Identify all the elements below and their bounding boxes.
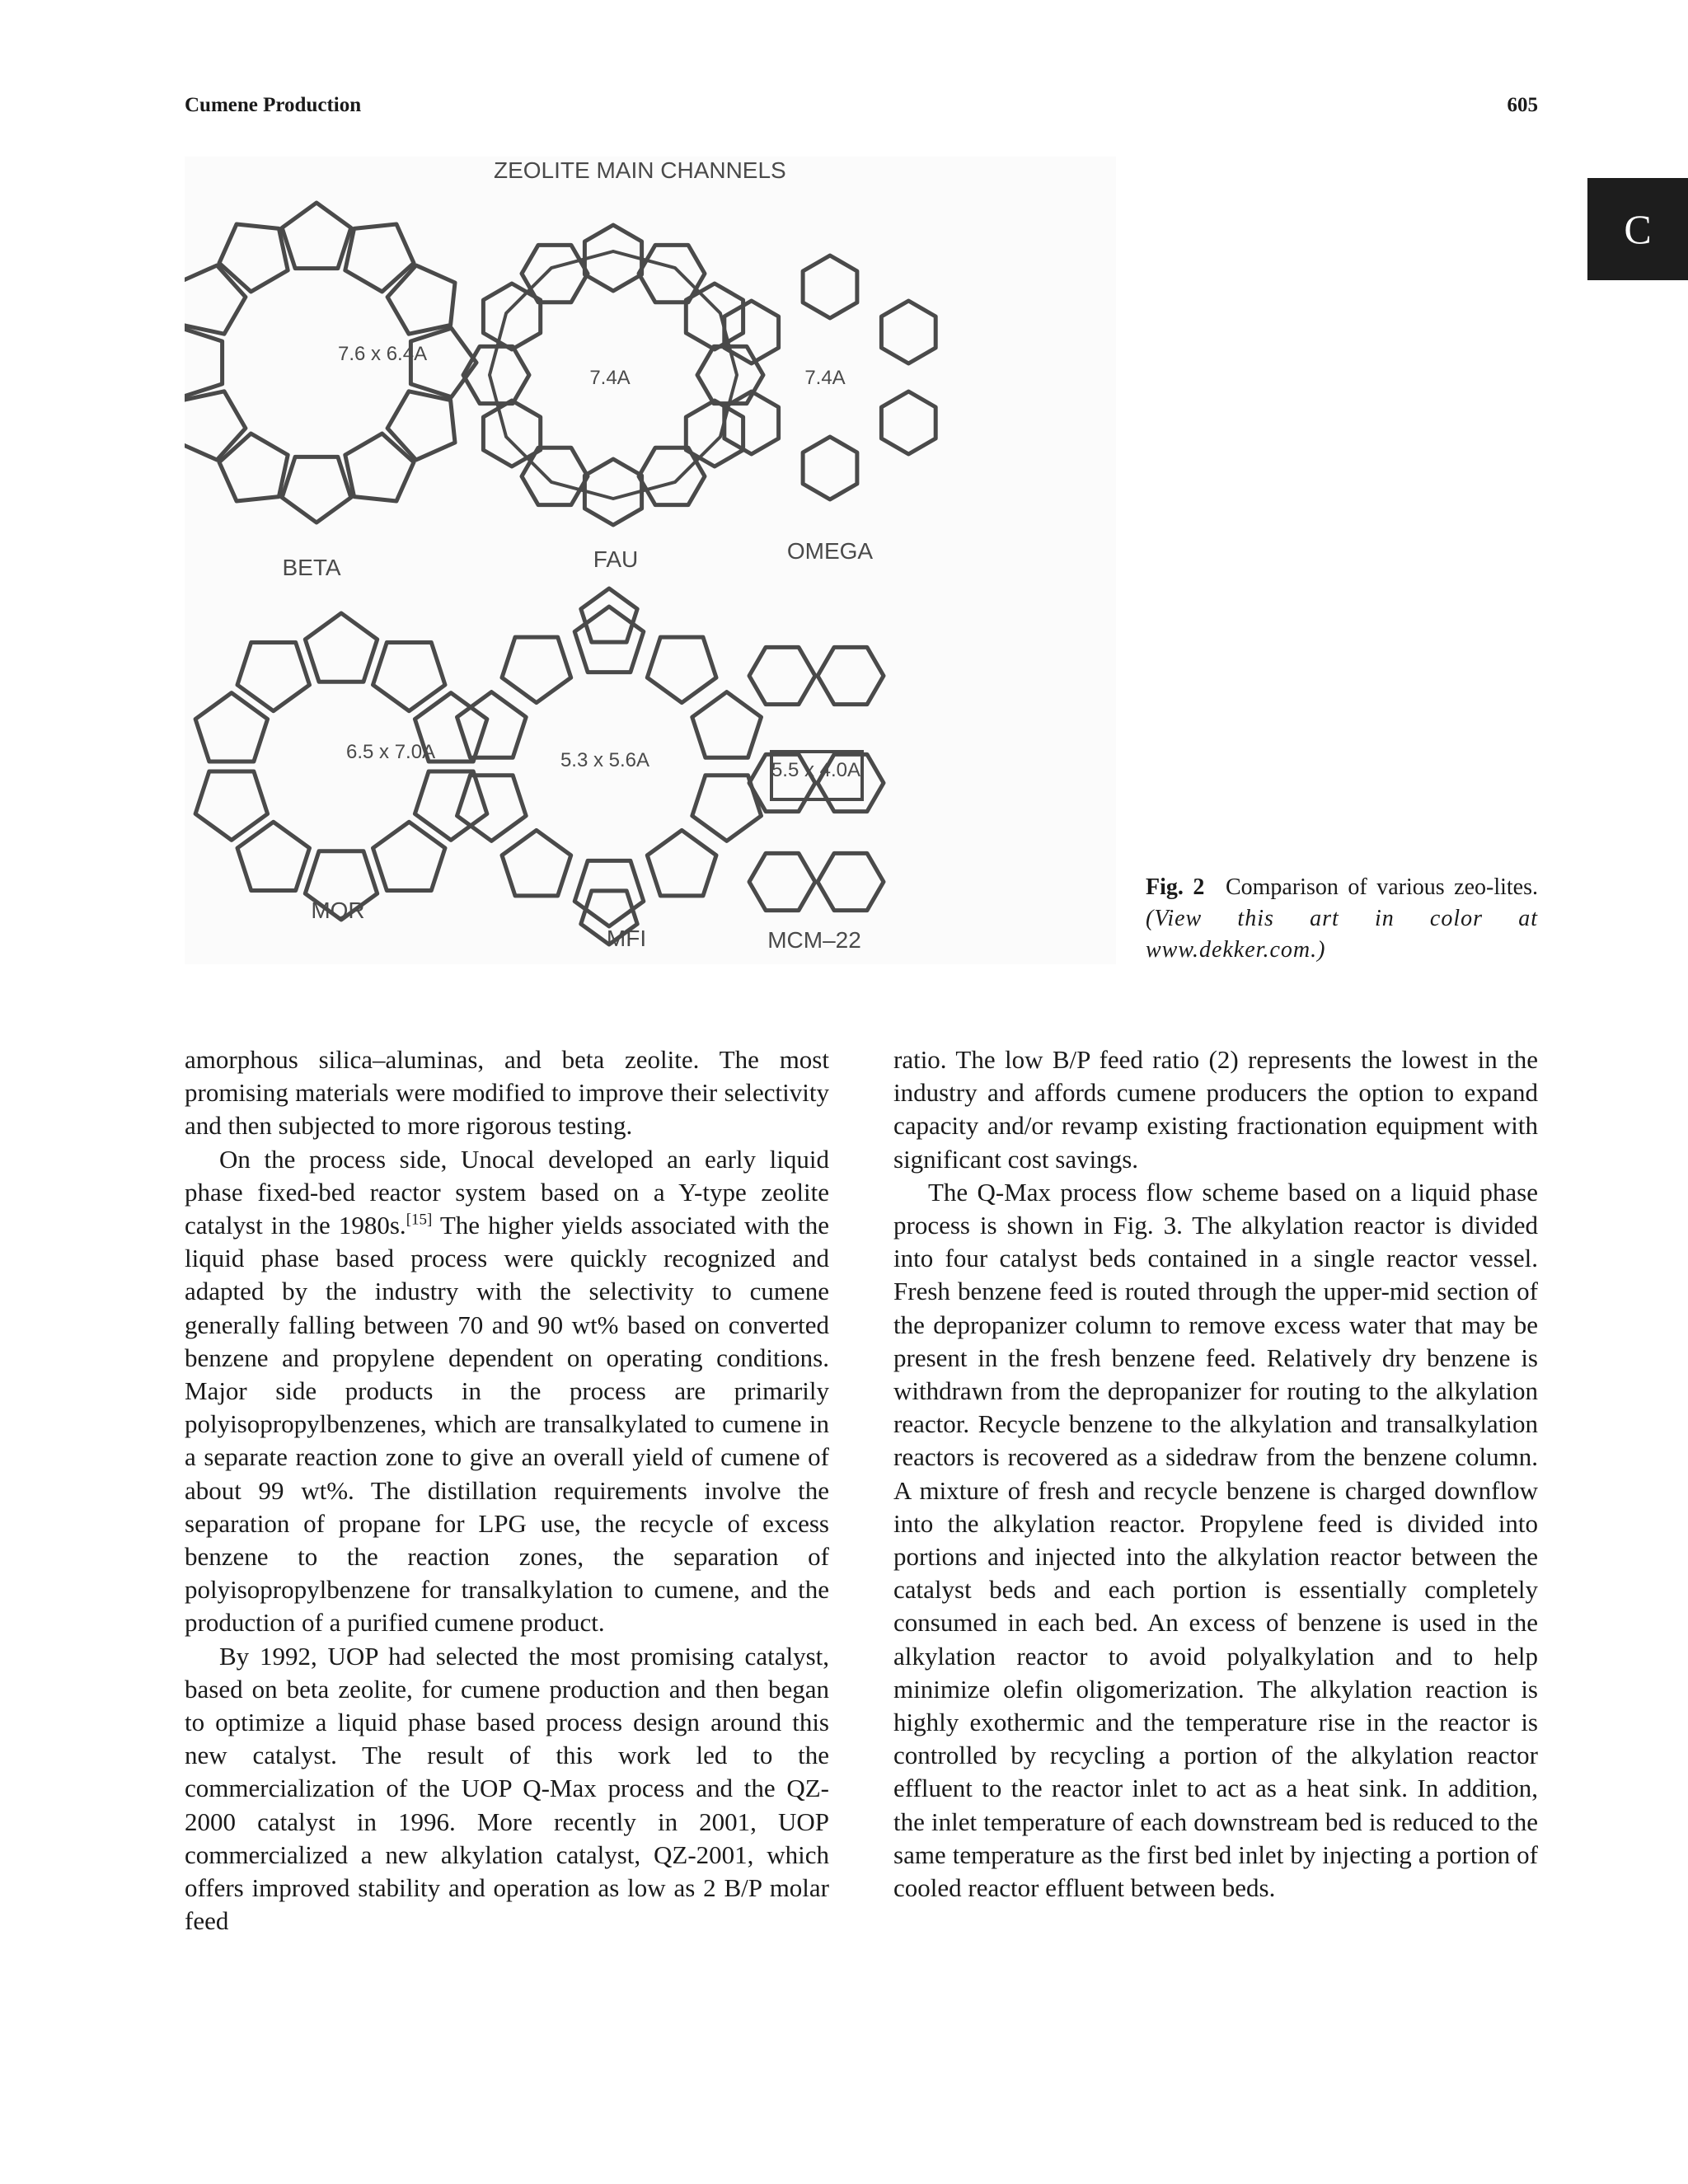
- framework-ring: [803, 255, 857, 318]
- mfi-label: MFI: [606, 926, 647, 951]
- omega-dimension: 7.4A: [804, 367, 846, 389]
- framework-ring: [282, 203, 351, 269]
- framework-ring: [185, 391, 246, 460]
- mfi-dimension: 5.3 x 5.6A: [560, 749, 650, 771]
- paragraph-text: On the process side, Unocal developed an early liquid phase fixed-bed reactor system based on a Y-type zeolite catalyst in the 1980s.: [185, 1144, 829, 1240]
- running-head: [185, 94, 1538, 117]
- paragraph: ratio. The low B/P feed ratio (2) represents the lowest in the industry and affords cumene producers the option to expand capacity and/or revamp existing fractionation equipment with significant cost savings.: [893, 1045, 1538, 1174]
- framework-ring: [502, 830, 571, 896]
- mcm22-label: MCM–22: [767, 927, 861, 953]
- right-column: [893, 1043, 1538, 1905]
- left-column: [185, 1043, 829, 1938]
- framework-ring: [686, 284, 743, 349]
- framework-ring: [195, 693, 268, 762]
- framework-ring: [195, 771, 268, 840]
- fau-label: FAU: [593, 546, 639, 572]
- running-title: Cumene Production: [185, 94, 362, 116]
- mcm22-dimension: 5.5 x 4.0A: [771, 759, 861, 781]
- fau-dimension: 7.4A: [589, 367, 631, 389]
- framework-ring: [881, 301, 935, 363]
- figure-caption-text: Comparison of various zeo-lites.: [1225, 874, 1539, 900]
- mor-label: MOR: [311, 898, 365, 923]
- framework-ring: [647, 830, 716, 896]
- framework-ring: [818, 647, 884, 704]
- framework-ring: [373, 643, 446, 711]
- framework-ring: [502, 637, 571, 703]
- section-tab: C: [1587, 178, 1688, 280]
- citation: [15]: [406, 1211, 433, 1229]
- framework-ring: [237, 643, 310, 711]
- framework-ring: [305, 613, 377, 682]
- zeolite-diagram: [185, 157, 1116, 964]
- omega-label: OMEGA: [786, 538, 874, 564]
- paragraph: [185, 1143, 829, 1640]
- mor-dimension: 6.5 x 7.0A: [346, 741, 436, 763]
- framework-ring: [749, 853, 815, 910]
- framework-ring: [692, 692, 762, 758]
- paragraph: The Q-Max process flow scheme based on a liquid phase process is shown in Fig. 3. The alkylation reactor is divided into four catalyst beds contained in a single reactor vessel. Fresh benzene feed is routed through the upper-mid section of the depropanizer column to remove excess water that may be present in the fresh benzene feed. Relatively dry benzene is withdrawn from the depropanizer for routing to the alkylation reactor. Recycle benzene to the alkylation and transalkylation reactors is recovered as a sidedraw from the benzene column. A mixture of fresh and recycle benzene is charged downflow into the alkylation reactor. Propylene feed is divided into portions and injected into the alkylation reactor between the catalyst beds and each portion is essentially completely consumed in each bed. An excess of benzene is used in the alkylation reactor to avoid polyalkylation and to help minimize olefin oligomerization. The alkylation reaction is highly exothermic and the temperature rise in the reactor is controlled by recycling a portion of the alkylation reactor effluent to the reactor inlet to act as a heat sink. In addition, the inlet temperature of each downstream bed is reduced to the same temperature as the first bed inlet by injecting a portion of cooled reactor effluent between beds.: [893, 1177, 1538, 1903]
- framework-ring: [373, 822, 446, 890]
- framework-ring: [522, 245, 588, 302]
- framework-ring: [282, 457, 351, 523]
- framework-ring: [581, 588, 637, 642]
- framework-ring: [237, 822, 310, 890]
- framework-ring: [881, 391, 935, 454]
- framework-ring: [818, 853, 884, 910]
- paragraph: By 1992, UOP had selected the most promising catalyst, based on beta zeolite, for cumene production and then began to optimize a liquid phase based process design around this new catalyst. The result of this work led to the commercialization of the UOP Q-Max process and the QZ-2000 catalyst in 1996. More recently in 2001, UOP commercialized a new alkylation catalyst, QZ-2001, which offers improved stability and operation as low as 2 B/P molar feed: [185, 1641, 829, 1936]
- figure-caption: [1146, 872, 1538, 966]
- figure-zeolite-channels: [185, 157, 1116, 964]
- framework-ring: [483, 401, 540, 466]
- page-number: 605: [1507, 94, 1538, 116]
- beta-dimension: 7.6 x 6.4A: [338, 343, 428, 365]
- framework-ring: [457, 776, 527, 841]
- framework-ring: [639, 448, 705, 504]
- figure-number: Fig. 2: [1146, 874, 1205, 900]
- figure-title: ZEOLITE MAIN CHANNELS: [494, 157, 786, 183]
- figure-caption-note: (View this art in color at www.dekker.com.): [1146, 906, 1538, 963]
- framework-ring: [724, 391, 779, 454]
- framework-ring: [647, 637, 716, 703]
- paragraph-text: The higher yields associated with the liquid phase based process were quickly recognized and adapted by the industry with the selectivity to cumene generally falling between 70 and 90 wt% based on converted benzene and propylene dependent on operating conditions. Major side products in the process are primarily polyisopropylbenzenes, which are transalkylated to cumene in a separate reaction zone to give an overall yield of cumene of about 99 wt%. The distillation requirements involve the separation of propane for LPG use, the recycle of excess benzene to the reaction zones, the separation of polyisopropylbenzene for transalkylation to cumene, and the production of a purified cumene product.: [185, 1211, 829, 1638]
- framework-ring: [457, 692, 527, 758]
- beta-label: BETA: [282, 555, 341, 580]
- framework-ring: [185, 328, 223, 397]
- framework-ring: [803, 437, 857, 499]
- framework-ring: [185, 265, 246, 334]
- paragraph: amorphous silica–aluminas, and beta zeolite. The most promising materials were modified to improve their selectivity and then subjected to more rigorous testing.: [185, 1045, 829, 1141]
- framework-ring: [749, 647, 815, 704]
